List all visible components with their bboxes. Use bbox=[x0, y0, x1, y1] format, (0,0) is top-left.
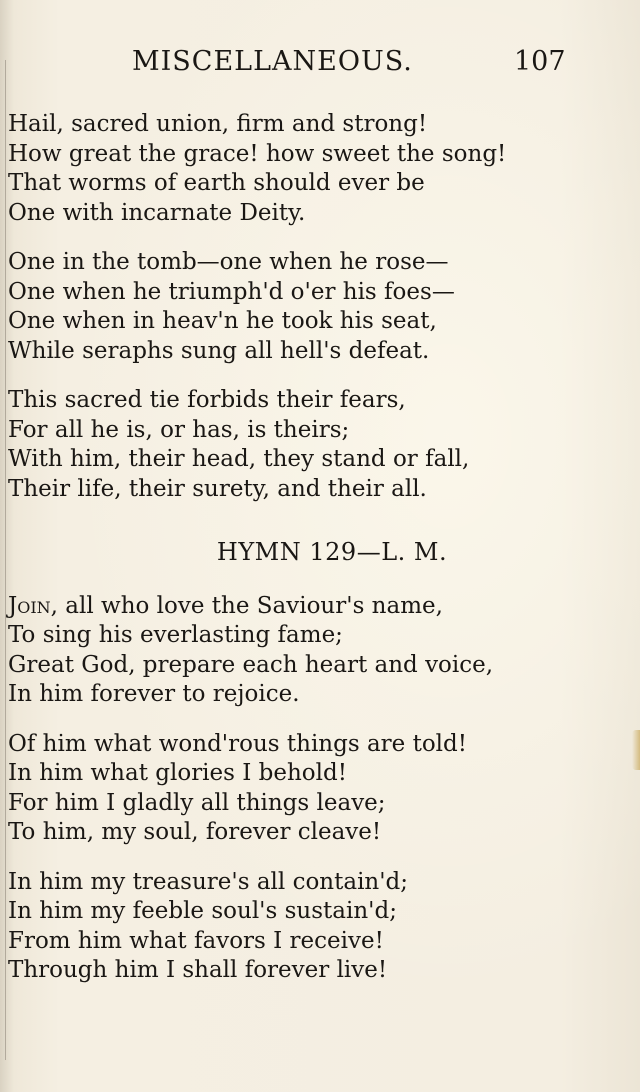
verse-line: One with incarnate Deity. bbox=[8, 199, 306, 226]
gutter-line bbox=[5, 60, 6, 1060]
verse-line: Through him I shall forever live! bbox=[8, 957, 388, 983]
stanza bbox=[8, 592, 636, 710]
verse-line: One when in heav'n he took his seat, bbox=[8, 308, 437, 334]
verse-line: That worms of earth should ever be bbox=[8, 170, 425, 196]
verse-line: In him my feeble soul's sustain'd; bbox=[8, 898, 397, 924]
verse-line: Their life, their surety, and their all. bbox=[8, 475, 427, 502]
verse-line bbox=[8, 592, 636, 622]
verse-line: With him, their head, they stand or fall, bbox=[8, 446, 470, 472]
stanza bbox=[8, 386, 636, 504]
verse-line: Hail, sacred union, firm and strong! bbox=[8, 111, 428, 137]
verse-line: Great God, prepare each heart and voice, bbox=[8, 651, 494, 678]
verse-line: From him what favors I receive! bbox=[8, 927, 384, 954]
stanza bbox=[8, 868, 636, 986]
verse-line: In him my treasure's all contain'd; bbox=[8, 868, 409, 895]
stanza bbox=[8, 248, 636, 366]
page-header bbox=[0, 46, 640, 86]
verse-line: To him, my soul, forever cleave! bbox=[8, 819, 382, 845]
page-text bbox=[8, 110, 636, 1006]
verse-line: For him I gladly all things leave; bbox=[8, 789, 386, 816]
page-number: 107 bbox=[514, 46, 566, 77]
running-head: MISCELLANEOUS. bbox=[132, 46, 413, 77]
hymn-title: HYMN 129—L. M. bbox=[216, 538, 448, 566]
first-word: Join, bbox=[8, 592, 58, 619]
verse-line: Of him what wond'rous things are told! bbox=[8, 730, 468, 757]
verse-line: In him what glories I behold! bbox=[8, 760, 347, 786]
verse-line: For all he is, or has, is theirs; bbox=[8, 416, 350, 443]
verse-line: In him forever to rejoice. bbox=[8, 681, 300, 707]
verse-line-rest: all who love the Saviour's name, bbox=[57, 592, 443, 619]
verse-line: How great the grace! how sweet the song! bbox=[8, 140, 507, 167]
stanza bbox=[8, 730, 636, 848]
verse-line: To sing his everlasting fame; bbox=[8, 622, 343, 648]
stanza bbox=[8, 110, 636, 228]
verse-line: One when he triumph'd o'er his foes— bbox=[8, 278, 455, 305]
verse-line: One in the tomb—one when he rose— bbox=[8, 249, 449, 275]
verse-line: This sacred tie forbids their fears, bbox=[8, 387, 406, 413]
verse-line: While seraphs sung all hell's defeat. bbox=[8, 337, 430, 364]
